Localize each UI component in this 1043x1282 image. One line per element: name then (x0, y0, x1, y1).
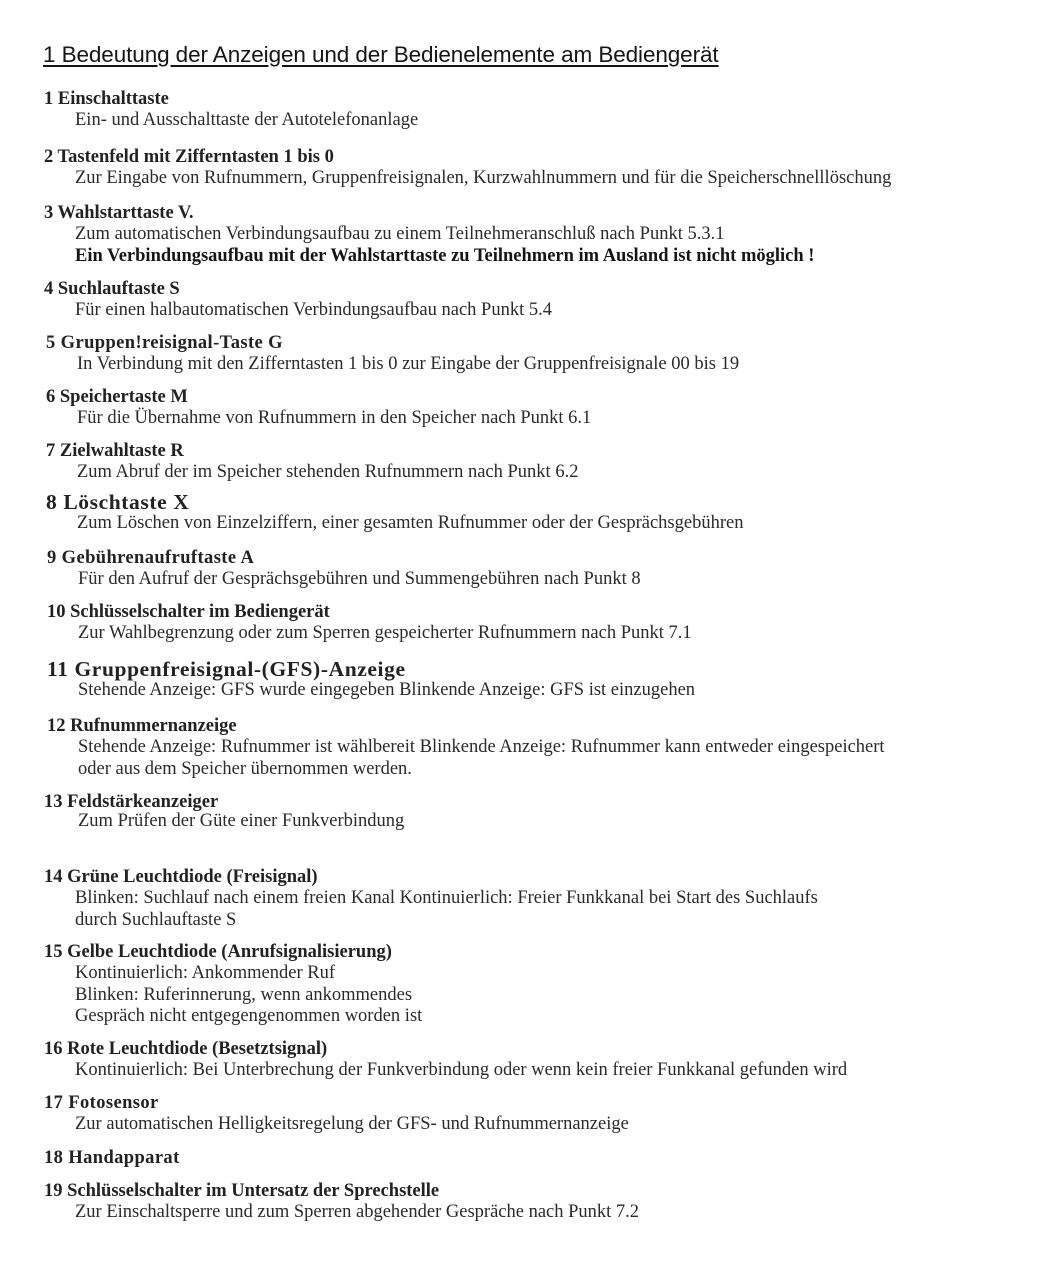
item-19 (44, 1180, 639, 1224)
item-title: 13 Feldstärkeanzeiger (44, 792, 219, 812)
item-title: 14 Grüne Leuchtdiode (Freisignal) (44, 867, 318, 887)
item-title: 6 Speichertaste M (46, 387, 188, 407)
item-14 (44, 866, 818, 931)
item-title: 12 Rufnummernanzeige (47, 716, 237, 736)
item-description: Blinken: Ruferinnerung, wenn ankommendes (75, 984, 413, 1005)
item-4 (44, 278, 552, 322)
item-description: Ein- und Ausschalttaste der Autotelefonanlage (75, 110, 419, 130)
item-title: 2 Tastenfeld mit Zifferntasten 1 bis 0 (44, 147, 334, 167)
item-description: Für den Aufruf der Gesprächsgebühren und Summengebühren nach Punkt 8 (78, 569, 641, 589)
item-11 (47, 658, 695, 702)
item-description: Kontinuierlich: Bei Unterbrechung der Funkverbindung oder wenn kein freier Funkkanal gefunden wird (75, 1060, 848, 1080)
item-description: Für einen halbautomatischen Verbindungsaufbau nach Punkt 5.4 (75, 300, 552, 320)
item-description: Gespräch nicht entgegengenommen worden ist (75, 1006, 423, 1026)
item-10 (47, 601, 692, 645)
item-description: Kontinuierlich: Ankommender Ruf (75, 963, 335, 983)
item-description: Zum Löschen von Einzelziffern, einer gesamten Rufnummer oder der Gesprächsgebühren (77, 513, 744, 533)
item-description: Zur Einschaltsperre und zum Sperren abgehender Gespräche nach Punkt 7.2 (75, 1202, 640, 1222)
item-description: oder aus dem Speicher übernommen werden. (78, 758, 412, 779)
item-title: 5 Gruppen!reisignal-Taste G (46, 333, 283, 353)
item-13 (44, 793, 404, 833)
item-description: Für die Übernahme von Rufnummern in den Speicher nach Punkt 6.1 (77, 408, 592, 428)
item-3 (44, 202, 814, 267)
item-7 (46, 440, 578, 484)
item-15 (44, 941, 422, 1028)
item-title: 1 Einschalttaste (44, 89, 169, 109)
item-17 (44, 1092, 629, 1136)
item-description: Zur automatischen Helligkeitsregelung der GFS- und Rufnummernanzeige (75, 1114, 629, 1134)
item-title: 11 Gruppenfreisignal-(GFS)-Anzeige (47, 657, 406, 681)
item-description: In Verbindung mit den Zifferntasten 1 bis 0 zur Eingabe der Gruppenfreisignale 00 bis 19 (77, 354, 740, 374)
item-1 (44, 88, 418, 132)
item-description: Zur Eingabe von Rufnummern, Gruppenfreisignalen, Kurzwahlnummern und für die Speicherschnelllöschung (75, 168, 892, 188)
item-title: 16 Rote Leuchtdiode (Besetztsignal) (44, 1039, 328, 1059)
item-title: 17 Fotosensor (44, 1093, 159, 1113)
item-9 (47, 547, 641, 591)
item-warning-note: Ein Verbindungsaufbau mit der Wahlstarttaste zu Teilnehmern im Ausland ist nicht möglich ! (75, 245, 815, 266)
section-heading: 1 Bedeutung der Anzeigen und der Bedienelemente am Bediengerät (43, 42, 719, 67)
item-description: durch Suchlauftaste S (75, 909, 237, 930)
item-title: 15 Gelbe Leuchtdiode (Anrufsignalisierung) (44, 942, 392, 962)
item-12 (47, 715, 885, 780)
item-6 (46, 386, 591, 430)
item-description: Blinken: Suchlauf nach einem freien Kanal Kontinuierlich: Freier Funkkanal bei Start des Suchlaufs (75, 888, 818, 908)
item-title: 4 Suchlauftaste S (44, 279, 180, 299)
item-description: Stehende Anzeige: Rufnummer ist wählbereit Blinkende Anzeige: Rufnummer kann entweder eingespeichert (78, 737, 885, 757)
item-5 (46, 332, 739, 376)
item-title: 8 Löschtaste X (46, 490, 190, 514)
item-16 (44, 1038, 847, 1082)
item-title: 9 Gebührenaufruftaste A (47, 548, 255, 568)
item-18 (44, 1147, 180, 1169)
item-8 (46, 491, 743, 535)
item-title: 7 Zielwahltaste R (46, 441, 184, 461)
item-2 (44, 146, 891, 190)
item-title: 10 Schlüsselschalter im Bediengerät (47, 602, 330, 622)
item-description: Zum Prüfen der Güte einer Funkverbindung (78, 811, 405, 831)
item-description: Zum automatischen Verbindungsaufbau zu einem Teilnehmeranschluß nach Punkt 5.3.1 (75, 224, 725, 244)
item-title: 3 Wahlstarttaste V. (44, 203, 194, 223)
item-description: Stehende Anzeige: GFS wurde eingegeben Blinkende Anzeige: GFS ist einzugehen (78, 680, 696, 700)
item-title: 18 Handapparat (44, 1148, 180, 1168)
item-description: Zur Wahlbegrenzung oder zum Sperren gespeicherter Rufnummern nach Punkt 7.1 (78, 623, 692, 643)
item-description: Zum Abruf der im Speicher stehenden Rufnummern nach Punkt 6.2 (77, 462, 579, 482)
item-title: 19 Schlüsselschalter im Untersatz der Sprechstelle (44, 1181, 440, 1201)
